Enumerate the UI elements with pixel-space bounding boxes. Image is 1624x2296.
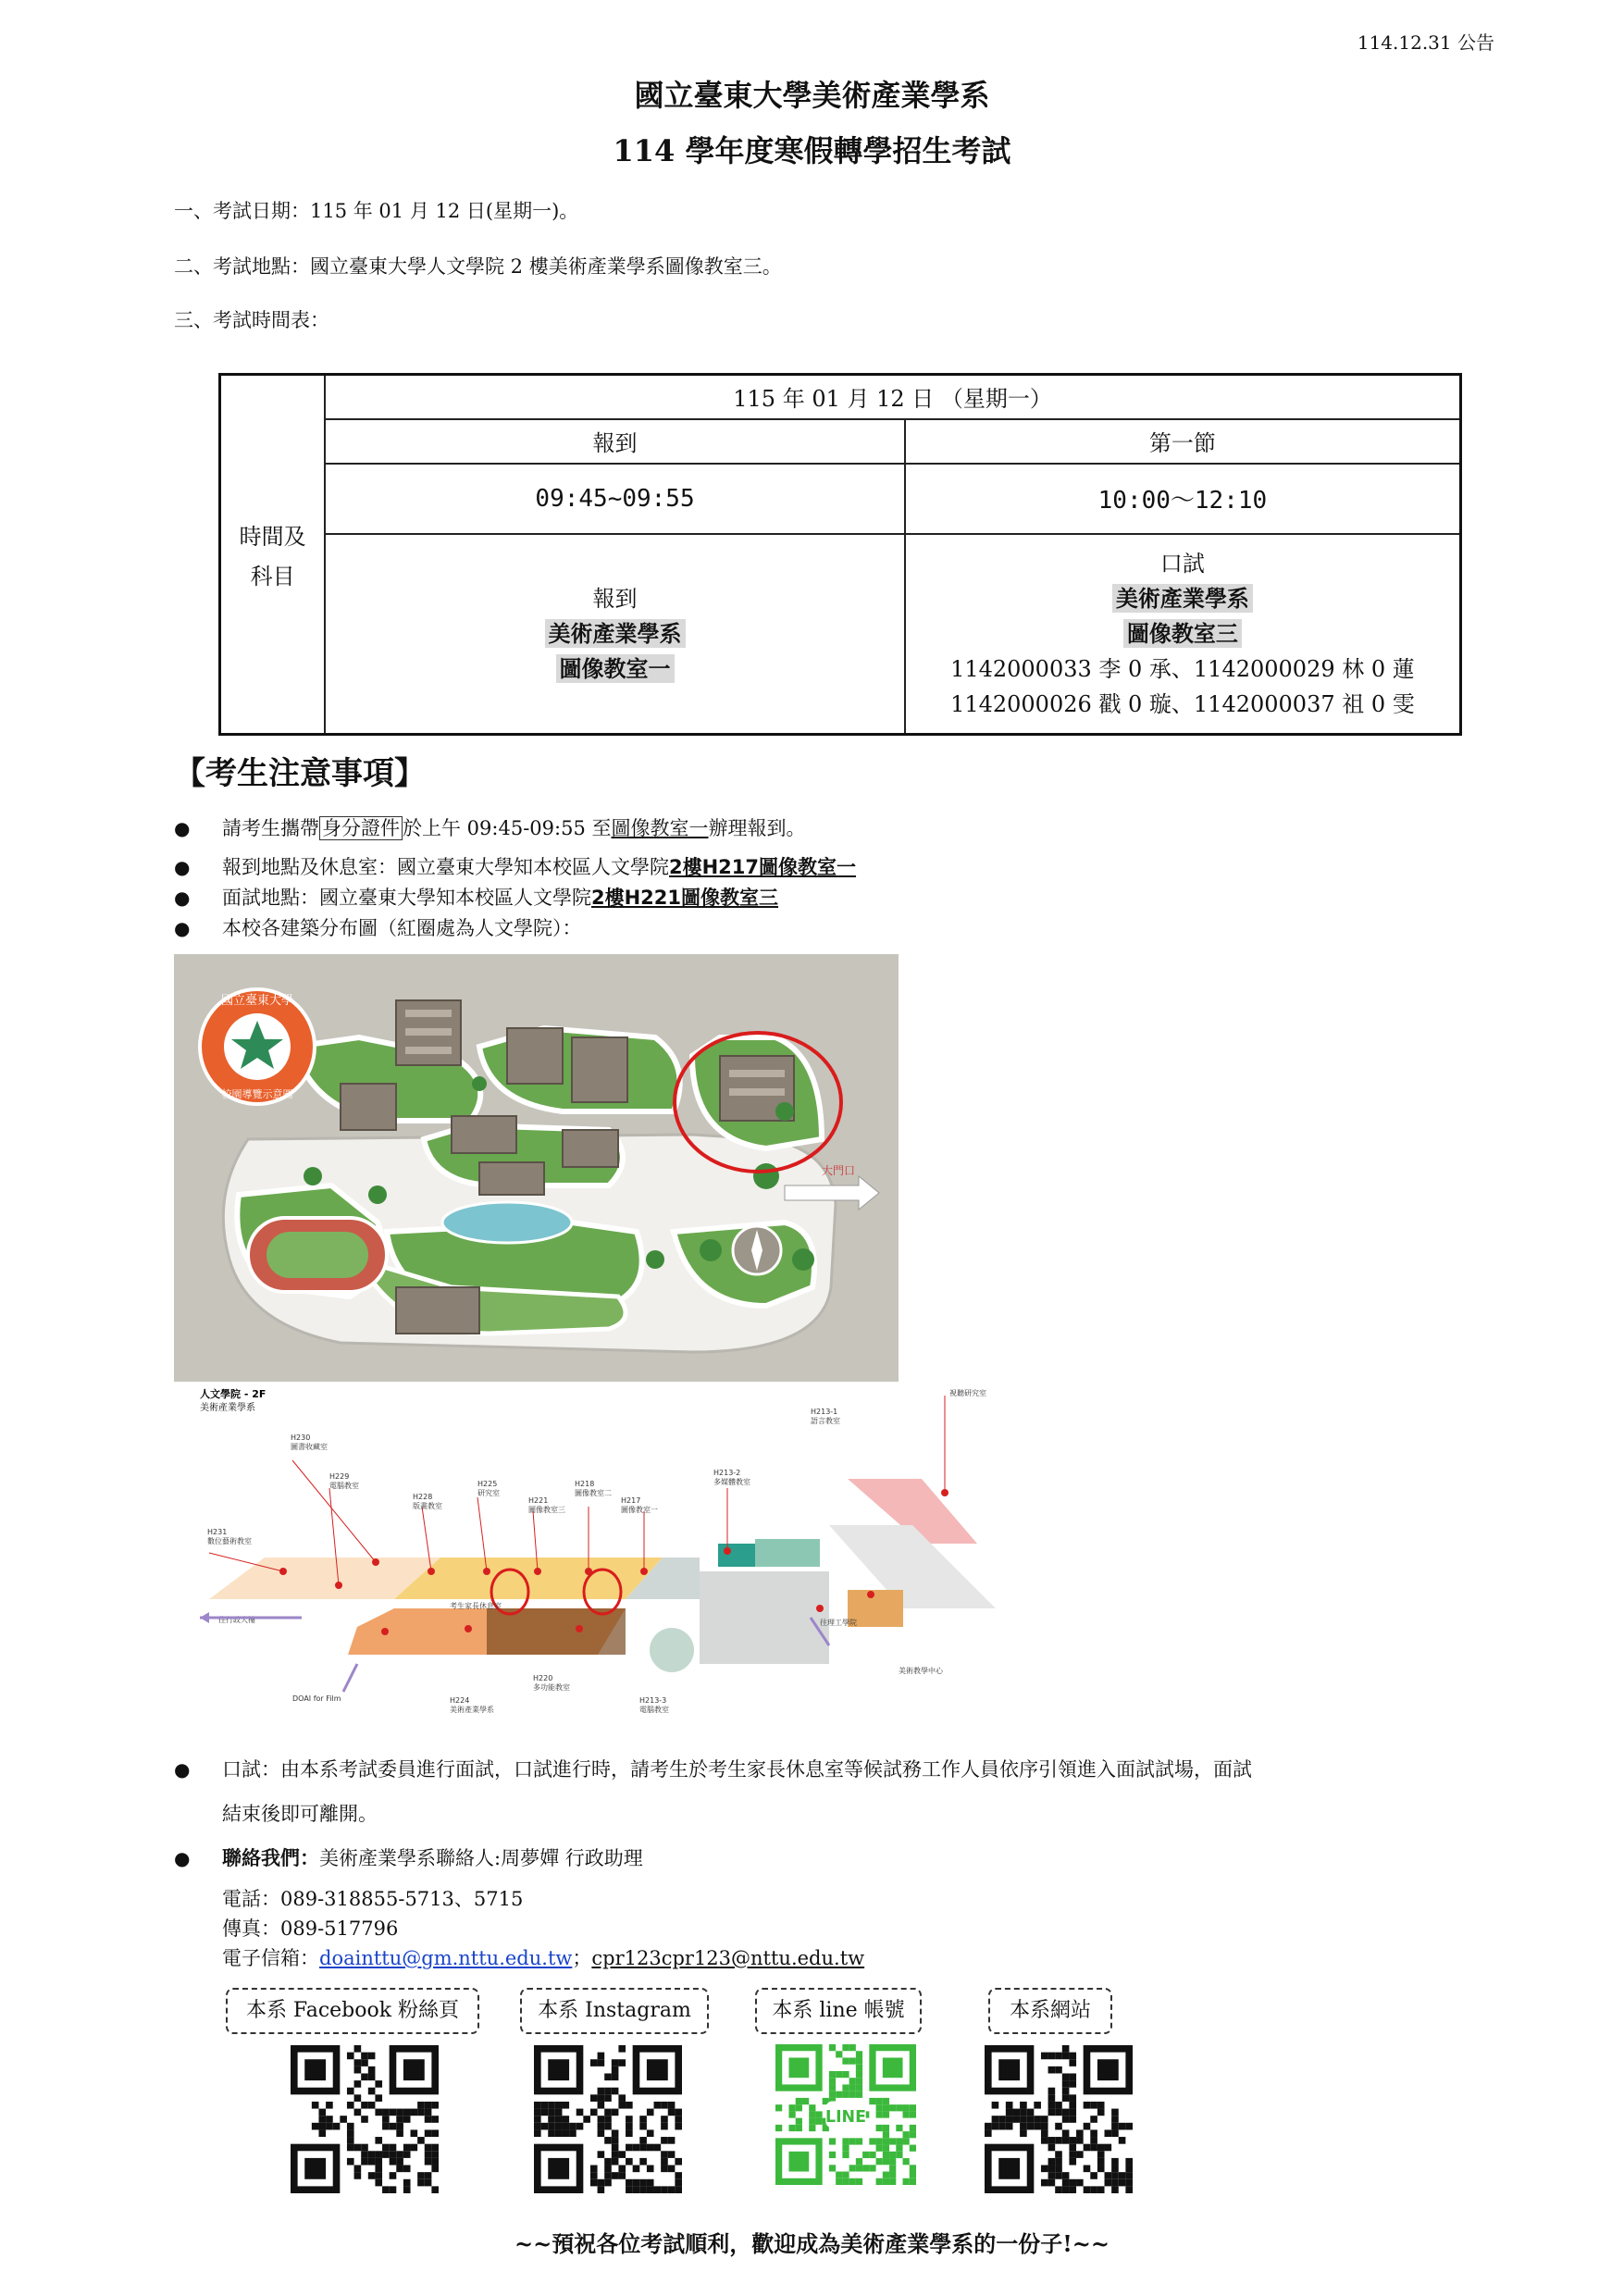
line-qr-code[interactable] <box>775 2044 916 2185</box>
bullet-icon: ● <box>174 917 191 939</box>
campus-map <box>174 954 899 1382</box>
bullet-icon: ● <box>174 817 191 839</box>
contact-fax: 傳真：089-517796 <box>222 1917 399 1940</box>
bullet-icon: ● <box>174 887 191 909</box>
room-H220-desc: 多功能教室 <box>533 1683 570 1692</box>
room-H224: H224 <box>450 1696 470 1705</box>
note1-text-b: 於上午 09:45-09:55 至 <box>403 817 612 839</box>
facebook-label: 本系 Facebook 粉絲頁 <box>226 1988 479 2034</box>
session1-detail-cell <box>905 534 1461 735</box>
email-link-1[interactable]: doainttu@gm.nttu.edu.tw <box>319 1947 573 1969</box>
room-H213-2: H213-2 <box>713 1469 741 1477</box>
facebook-qr-code[interactable] <box>291 2045 439 2193</box>
label-to-admin: 往行政大樓 <box>218 1616 255 1624</box>
line-qr-wrapper <box>775 2041 916 2189</box>
fp-title-1: 人文學院 - 2F <box>200 1388 267 1400</box>
session1-subject: 口試 <box>1159 550 1205 577</box>
label-lounge: 考生家長休息室 <box>450 1602 502 1610</box>
room-H221: H221 <box>528 1496 549 1505</box>
room-H228-desc: 版畫教室 <box>413 1502 442 1510</box>
email-separator: ； <box>572 1947 592 1969</box>
note5-line1: 口試：由本系考試委員進行面試，口試進行時，請考生於考生家長休息室等候試務工作人員依序引領進入面試試場，面試 <box>222 1758 1252 1781</box>
room-H217: H217 <box>621 1496 641 1505</box>
bullet-icon: ● <box>174 1847 191 1869</box>
note3-text: 面試地點：國立臺東大學知本校區人文學院 <box>222 887 591 909</box>
room-H229-desc: 電腦教室 <box>329 1482 359 1490</box>
contact-person: 美術產業學系聯絡人:周夢嬋 行政助理 <box>319 1847 643 1869</box>
website-qr-code[interactable] <box>985 2045 1133 2193</box>
room-H218: H218 <box>575 1480 595 1488</box>
contact-phone: 電話：089-318855-5713、5715 <box>222 1888 524 1910</box>
floor-plan <box>181 1386 1053 1719</box>
id-document-box: 身分證件 <box>319 816 403 840</box>
row-header-line2: 科目 <box>250 564 295 590</box>
page-subtitle: 114 學年度寒假轉學招生考試 <box>613 133 1011 168</box>
fp-title-2: 美術產業學系 <box>200 1403 255 1413</box>
note1-room: 圖像教室一 <box>611 817 709 839</box>
room-H218-desc: 圖像教室二 <box>575 1489 612 1497</box>
footer-message: ~~預祝各位考試順利，歡迎成為美術產業學系的一份子!~~ <box>514 2230 1110 2257</box>
bullet-icon: ● <box>174 1758 191 1781</box>
label-top-right: 視聽研究室 <box>949 1389 986 1397</box>
row-header-line1: 時間及 <box>239 524 306 550</box>
room-H230-desc: 圖書收藏室 <box>291 1443 328 1451</box>
note3-room: 2樓H221圖像教室三 <box>591 887 779 909</box>
session1-dept: 美術產業學系 <box>1112 584 1253 613</box>
checkin-room: 圖像教室一 <box>556 654 675 683</box>
candidates-line1: 1142000033 李 0 承、1142000029 林 0 蓮 <box>950 655 1415 682</box>
room-H225: H225 <box>477 1480 498 1488</box>
campus-map-illustration <box>174 954 899 1382</box>
line-label: 本系 line 帳號 <box>755 1988 922 2034</box>
room-H213-3-desc: 電腦教室 <box>639 1706 669 1714</box>
contact-email-line <box>222 1943 864 1971</box>
note5-line2: 結束後即可離開。 <box>222 1803 378 1825</box>
room-H225-desc: 研究室 <box>477 1489 500 1497</box>
logo-text-bottom: 校園導覽示意圖 <box>221 1088 293 1100</box>
checkin-dept: 美術產業學系 <box>545 619 686 648</box>
bullet-icon: ● <box>174 856 191 878</box>
label-bottom-right: 美術教學中心 <box>899 1667 943 1675</box>
announcement-date: 114.12.31 公告 <box>1357 31 1494 54</box>
room-H213-1-desc: 語言教室 <box>811 1417 840 1425</box>
row-header-cell <box>220 375 326 735</box>
room-H230: H230 <box>291 1433 311 1442</box>
checkin-subject: 報到 <box>592 585 638 612</box>
email-link-2[interactable]: cpr123cpr123@nttu.edu.tw <box>591 1947 865 1969</box>
schedule-table <box>218 373 1462 736</box>
room-H224-desc: 美術產業學系 <box>450 1706 494 1714</box>
session1-room: 圖像教室三 <box>1123 619 1242 648</box>
label-doai: DOAI for Film <box>292 1694 341 1703</box>
room-H221-desc: 圖像教室三 <box>528 1506 565 1514</box>
room-H220: H220 <box>533 1674 553 1682</box>
exam-schedule-heading: 三、考試時間表： <box>174 309 329 331</box>
checkin-detail-cell <box>325 534 905 735</box>
checkin-header: 報到 <box>325 419 905 464</box>
label-right: 往理工學院 <box>820 1619 857 1627</box>
room-H231-desc: 數位藝術教室 <box>207 1537 252 1545</box>
session1-time: 10:00～12:10 <box>905 464 1461 534</box>
exam-date-line: 一、考試日期：115 年 01 月 12 日(星期一)。 <box>174 200 579 222</box>
room-H228: H228 <box>413 1493 433 1501</box>
note1-text-c: 辦理報到。 <box>708 817 806 839</box>
instagram-label: 本系 Instagram <box>520 1988 709 2034</box>
checkin-time: 09:45~09:55 <box>325 464 905 534</box>
email-label: 電子信箱： <box>222 1947 319 1969</box>
room-H213-2-desc: 多媒體教室 <box>713 1478 750 1486</box>
date-header-cell: 115 年 01 月 12 日 （星期一） <box>325 375 1460 419</box>
gate-label: 大門口 <box>822 1164 856 1177</box>
logo-text-top: 國立臺東大學 <box>220 994 294 1008</box>
room-H229: H229 <box>329 1472 350 1481</box>
note2-text: 報到地點及休息室：國立臺東大學知本校區人文學院 <box>222 856 669 878</box>
note1-text-a: 請考生攜帶 <box>222 817 319 839</box>
room-H213-3: H213-3 <box>639 1696 667 1705</box>
session1-header: 第一節 <box>905 419 1461 464</box>
notes-title: 【考生注意事項】 <box>174 755 426 792</box>
instagram-qr-code[interactable] <box>534 2045 682 2193</box>
room-H217-desc: 圖像教室一 <box>621 1506 658 1514</box>
note4-text: 本校各建築分布圖（紅圈處為人文學院）： <box>222 917 582 939</box>
page-title: 國立臺東大學美術產業學系 <box>634 78 990 113</box>
room-H231: H231 <box>207 1528 228 1536</box>
website-label: 本系網站 <box>988 1988 1112 2034</box>
floor-plan-illustration <box>181 1386 1053 1719</box>
exam-location-line: 二、考試地點：國立臺東大學人文學院 2 樓美術產業學系圖像教室三。 <box>174 255 782 278</box>
down-arrow-icon <box>343 1664 357 1692</box>
candidates-line2: 1142000026 戳 0 璇、1142000037 祖 0 雯 <box>950 690 1415 717</box>
contact-label: 聯絡我們： <box>222 1846 319 1869</box>
note2-room: 2樓H217圖像教室一 <box>669 856 857 878</box>
line-logo-text: LINE <box>825 2107 866 2127</box>
room-H213-1: H213-1 <box>811 1408 838 1416</box>
